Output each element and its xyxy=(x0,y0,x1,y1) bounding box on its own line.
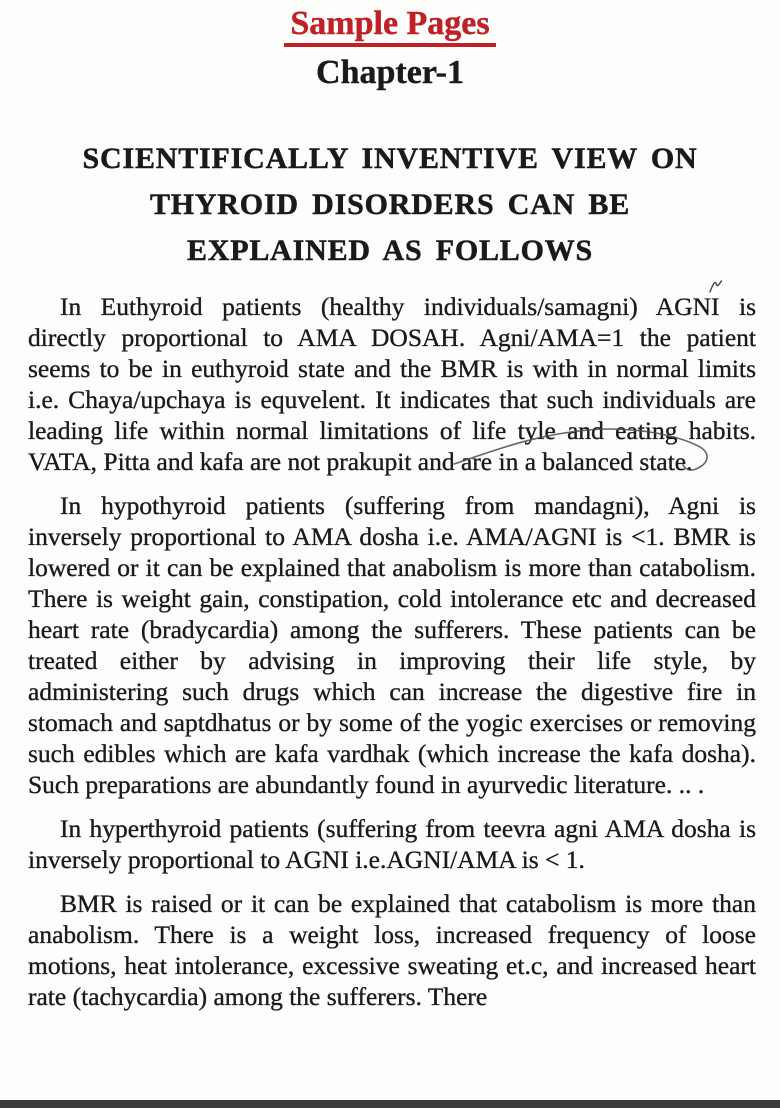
paragraph-hypothyroid: In hypothyroid patients (suffering from mandagni), Agni is inversely proportional to AMA dosha i.e. AMA/AGNI is <1. BMR is lowered or it can be explained that anabolism is more than catabolism. There is weight gain, constipation, cold intolerance etc and decreased heart rate (bradycardia) among the sufferers. These patients can be treated either by advising in improving their life style, by administering such drugs which can increase the digestive fire in stomach and saptdhatus or by some of the yogic exercises or removing such edibles which are kafa vardhak (which increase the kafa dosha). Such preparations are abundantly found in ayurvedic literature. .. . xyxy=(28,491,756,800)
scan-edge-bar xyxy=(0,1100,780,1108)
chapter-title xyxy=(0,136,780,274)
sample-pages-watermark: Sample Pages xyxy=(284,5,495,47)
page-header xyxy=(0,0,780,92)
paragraph-hyperthyroid: In hyperthyroid patients (suffering from teevra agni AMA dosha is inversely proportional to AGNI i.e.AGNI/AMA is < 1. xyxy=(28,814,756,875)
chapter-title-line-3: EXPLAINED AS FOLLOWS xyxy=(186,234,594,268)
chapter-heading: Chapter-1 xyxy=(316,54,464,92)
chapter-title-line-2: THYROID DISORDERS CAN BE xyxy=(149,188,631,222)
chapter-title-line-1: SCIENTIFICALLY INVENTIVE VIEW ON xyxy=(82,142,698,176)
body-text xyxy=(0,291,780,1012)
paragraph-bmr-raised: BMR is raised or it can be explained that catabolism is more than anabolism. There is a weight loss, increased frequency of loose motions, heat intolerance, excessive sweating et.c, and increased heart rate (tachycardia) among the sufferers. There xyxy=(28,889,756,1012)
paragraph-euthyroid: In Euthyroid patients (healthy individuals/samagni) AGNI is directly proportional to AMA DOSAH. Agni/AMA=1 the patient seems to be in euthyroid state and the BMR is with in normal limits i.e. Chaya/upchaya is equvelent. It indicates that such individuals are leading life within normal limitations of life tyle and eating habits. VATA, Pitta and kafa are not prakupit and are in a balanced state. xyxy=(28,292,756,477)
